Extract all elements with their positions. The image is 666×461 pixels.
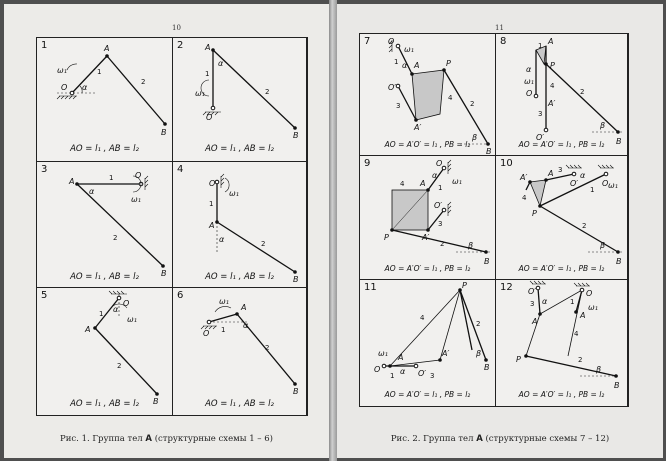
label-omega: ω₁ — [57, 66, 67, 75]
label-P: P — [532, 209, 537, 218]
label-A-prime: A′ — [532, 317, 540, 326]
label-3: 3 — [438, 220, 443, 228]
label-alpha: α — [400, 367, 406, 376]
label-A: A — [580, 311, 586, 320]
label-beta: β — [476, 349, 482, 358]
label-alpha: α — [432, 171, 438, 180]
label-A-prime: A′ — [548, 99, 556, 108]
cell-number: 6 — [177, 290, 184, 301]
label-O-prime: O′ — [418, 369, 427, 378]
label-alpha: α — [219, 235, 225, 244]
label-O: O — [209, 179, 216, 188]
label-B: B — [616, 137, 622, 146]
cell-formula: AO = l₁ , AB = l₂ — [70, 144, 139, 154]
scheme-cell-11 — [360, 280, 496, 406]
label-1: 1 — [209, 200, 214, 208]
label-O: O — [206, 113, 213, 122]
label-1: 1 — [99, 310, 104, 318]
label-alpha: α — [526, 65, 532, 74]
label-alpha: α — [113, 305, 119, 314]
label-O-prime: O′ — [434, 201, 443, 210]
cell-formula: AO = l₁ , AB = l₂ — [70, 272, 139, 282]
label-1: 1 — [438, 184, 443, 192]
label-2: 2 — [476, 320, 481, 328]
scheme-7-diagram — [360, 34, 496, 156]
label-A: A — [398, 353, 404, 362]
caption-suffix: (структурные схемы 7 – 12) — [485, 434, 610, 444]
page-number: 11 — [495, 24, 504, 32]
cell-number: 5 — [41, 290, 48, 301]
label-P: P — [384, 233, 389, 242]
label-O: O — [526, 89, 533, 98]
cell-number: 1 — [41, 40, 48, 51]
label-1: 1 — [205, 70, 210, 78]
label-P: P — [446, 59, 451, 68]
rod-AO — [72, 56, 107, 93]
label-1: 1 — [109, 174, 114, 182]
cell-number: 2 — [177, 40, 184, 51]
caption-suffix: (структурные схемы 1 – 6) — [154, 434, 273, 444]
label-4: 4 — [550, 82, 555, 90]
label-3: 3 — [430, 372, 435, 380]
label-2: 2 — [261, 240, 266, 248]
caption-prefix: Рис. 2. Группа тел — [390, 434, 474, 444]
scheme-cell-12 — [496, 280, 628, 406]
label-O-prime: O′ — [528, 287, 537, 296]
label-alpha: α — [402, 61, 408, 70]
label-alpha: α — [89, 187, 95, 196]
label-P: P — [462, 281, 467, 290]
label-O: O — [61, 83, 68, 92]
scheme-cell-6 — [173, 288, 307, 415]
label-O: O — [135, 171, 142, 180]
rod-AB — [107, 56, 165, 124]
schemes-grid-7-12 — [359, 33, 629, 407]
label-omega: ω₁ — [452, 177, 462, 186]
label-beta: β — [600, 121, 606, 130]
scheme-12-diagram — [496, 280, 628, 406]
label-A-prime: A′ — [442, 349, 450, 358]
cell-formula: AO = l₁ , AB = l₂ — [70, 399, 139, 409]
label-2: 2 — [582, 222, 587, 230]
cell-number: 8 — [500, 36, 507, 47]
label-1: 1 — [97, 68, 102, 76]
label-4: 4 — [574, 330, 579, 338]
scheme-5-diagram — [37, 288, 173, 415]
cell-formula: AO = A′O′ = l₁ , PB = l₂ — [518, 140, 605, 149]
label-A-prime: A′ — [422, 233, 430, 242]
cell-number: 9 — [364, 158, 371, 169]
label-A: A — [104, 44, 110, 53]
label-B: B — [484, 363, 490, 372]
scheme-cell-8 — [496, 34, 628, 156]
label-A: A — [85, 325, 91, 334]
label-alpha: α — [218, 59, 224, 68]
cell-number: 3 — [41, 164, 48, 175]
scheme-cell-1 — [37, 38, 173, 162]
label-O-prime: O′ — [570, 179, 579, 188]
cell-number: 12 — [500, 282, 513, 293]
cell-formula: AO = l₁ , AB = l₂ — [205, 399, 274, 409]
label-4: 4 — [420, 314, 425, 322]
label-alpha: α — [243, 321, 249, 330]
scheme-cell-5 — [37, 288, 173, 415]
label-omega: ω₁ — [219, 297, 229, 306]
label-omega: ω₁ — [229, 189, 239, 198]
label-3: 3 — [396, 102, 401, 110]
label-2: 2 — [265, 344, 270, 352]
label-B: B — [614, 381, 620, 390]
label-1: 1 — [221, 326, 226, 334]
label-A: A — [69, 177, 75, 186]
scheme-3-diagram — [37, 162, 173, 288]
label-B: B — [161, 269, 167, 278]
figure-caption — [4, 434, 329, 444]
scheme-cell-2 — [173, 38, 307, 162]
scheme-10-diagram — [496, 156, 628, 280]
label-1: 1 — [590, 186, 595, 194]
label-2: 2 — [265, 88, 270, 96]
label-B: B — [153, 397, 159, 406]
cell-formula: AO = l₁ , AB = l₂ — [205, 144, 274, 154]
label-alpha: α — [542, 297, 548, 306]
caption-group: A — [476, 434, 483, 444]
caption-group: A — [145, 434, 152, 444]
label-O: O — [203, 329, 210, 338]
label-A: A — [548, 169, 554, 178]
label-B: B — [616, 257, 622, 266]
cell-formula: AO = A′O′ = l₁ , PB = l₂ — [518, 264, 605, 273]
label-2: 2 — [440, 240, 445, 248]
label-B: B — [293, 275, 299, 284]
label-omega: ω₁ — [195, 89, 205, 98]
label-omega: ω₁ — [588, 303, 598, 312]
label-3: 3 — [538, 110, 543, 118]
label-1: 1 — [394, 58, 399, 66]
label-O: O — [123, 299, 130, 308]
cell-number: 11 — [364, 282, 377, 293]
label-A-prime: A′ — [520, 173, 528, 182]
scheme-9-diagram — [360, 156, 496, 280]
schemes-grid-1-6 — [36, 37, 308, 416]
label-omega: ω₁ — [524, 77, 534, 86]
label-A: A — [205, 43, 211, 52]
label-O: O — [586, 289, 593, 298]
caption-prefix: Рис. 1. Группа тел — [60, 434, 143, 444]
book-gutter — [329, 0, 337, 461]
label-4: 4 — [448, 94, 453, 102]
label-beta: β — [600, 241, 606, 250]
scheme-4-diagram — [173, 162, 307, 288]
cell-formula: AO = A′O′ = l₁ , PB = l₂ — [384, 390, 471, 399]
cell-formula: AO = A′O′ = l₁ , PB = l₂ — [518, 390, 605, 399]
label-alpha: α — [82, 83, 88, 92]
label-O: O — [374, 365, 381, 374]
label-alpha: α — [580, 171, 586, 180]
cell-number: 10 — [500, 158, 513, 169]
label-A: A — [241, 303, 247, 312]
label-2: 2 — [578, 356, 583, 364]
label-O: O — [388, 37, 395, 46]
label-2: 2 — [117, 362, 122, 370]
scheme-cell-10 — [496, 156, 628, 280]
cell-formula: AO = l₁ , AB = l₂ — [205, 272, 274, 282]
scheme-11-diagram — [360, 280, 496, 406]
label-P: P — [516, 355, 521, 364]
scheme-cell-4 — [173, 162, 307, 288]
cell-number: 4 — [177, 164, 184, 175]
scheme-6-diagram — [173, 288, 307, 415]
label-P: P — [550, 61, 555, 70]
label-4: 4 — [400, 180, 405, 188]
label-O-prime: O′ — [536, 133, 545, 142]
label-omega: ω₁ — [131, 195, 141, 204]
right-page — [337, 4, 663, 458]
label-B: B — [293, 387, 299, 396]
label-2: 2 — [470, 100, 475, 108]
label-3: 3 — [530, 300, 535, 308]
label-O-prime: O′ — [388, 83, 397, 92]
label-4: 4 — [522, 194, 527, 202]
label-A: A — [548, 37, 554, 46]
label-B: B — [484, 257, 490, 266]
scheme-cell-7 — [360, 34, 496, 156]
scheme-cell-3 — [37, 162, 173, 288]
label-omega: ω₁ — [378, 349, 388, 358]
label-omega: ω₁ — [127, 315, 137, 324]
label-3: 3 — [558, 166, 563, 174]
cell-formula: AO = A′O′ = l₁ , PB = l₂ — [384, 140, 471, 149]
label-1: 1 — [390, 372, 395, 380]
scheme-cell-9 — [360, 156, 496, 280]
cell-number: 7 — [364, 36, 371, 47]
label-beta: β — [472, 133, 478, 142]
label-O: O — [602, 179, 609, 188]
page-number: 10 — [172, 24, 181, 32]
label-A: A — [209, 221, 215, 230]
cell-formula: AO = A′O′ = l₁ , PB = l₂ — [384, 264, 471, 273]
label-O: O — [436, 159, 443, 168]
label-omega: ω₁ — [404, 45, 414, 54]
label-1: 1 — [570, 298, 575, 306]
figure-caption — [337, 434, 663, 444]
label-2: 2 — [113, 234, 118, 242]
label-B: B — [293, 131, 299, 140]
left-page — [4, 4, 329, 458]
label-omega: ω₁ — [608, 181, 618, 190]
label-B: B — [486, 147, 492, 156]
label-2: 2 — [141, 78, 146, 86]
label-1: 1 — [538, 42, 543, 50]
label-2: 2 — [580, 88, 585, 96]
label-A: A — [414, 61, 420, 70]
label-beta: β — [468, 241, 474, 250]
label-A-prime: A′ — [414, 123, 422, 132]
label-B: B — [161, 128, 167, 137]
label-A: A — [420, 179, 426, 188]
scheme-8-diagram — [496, 34, 628, 156]
label-beta: β — [596, 365, 602, 374]
